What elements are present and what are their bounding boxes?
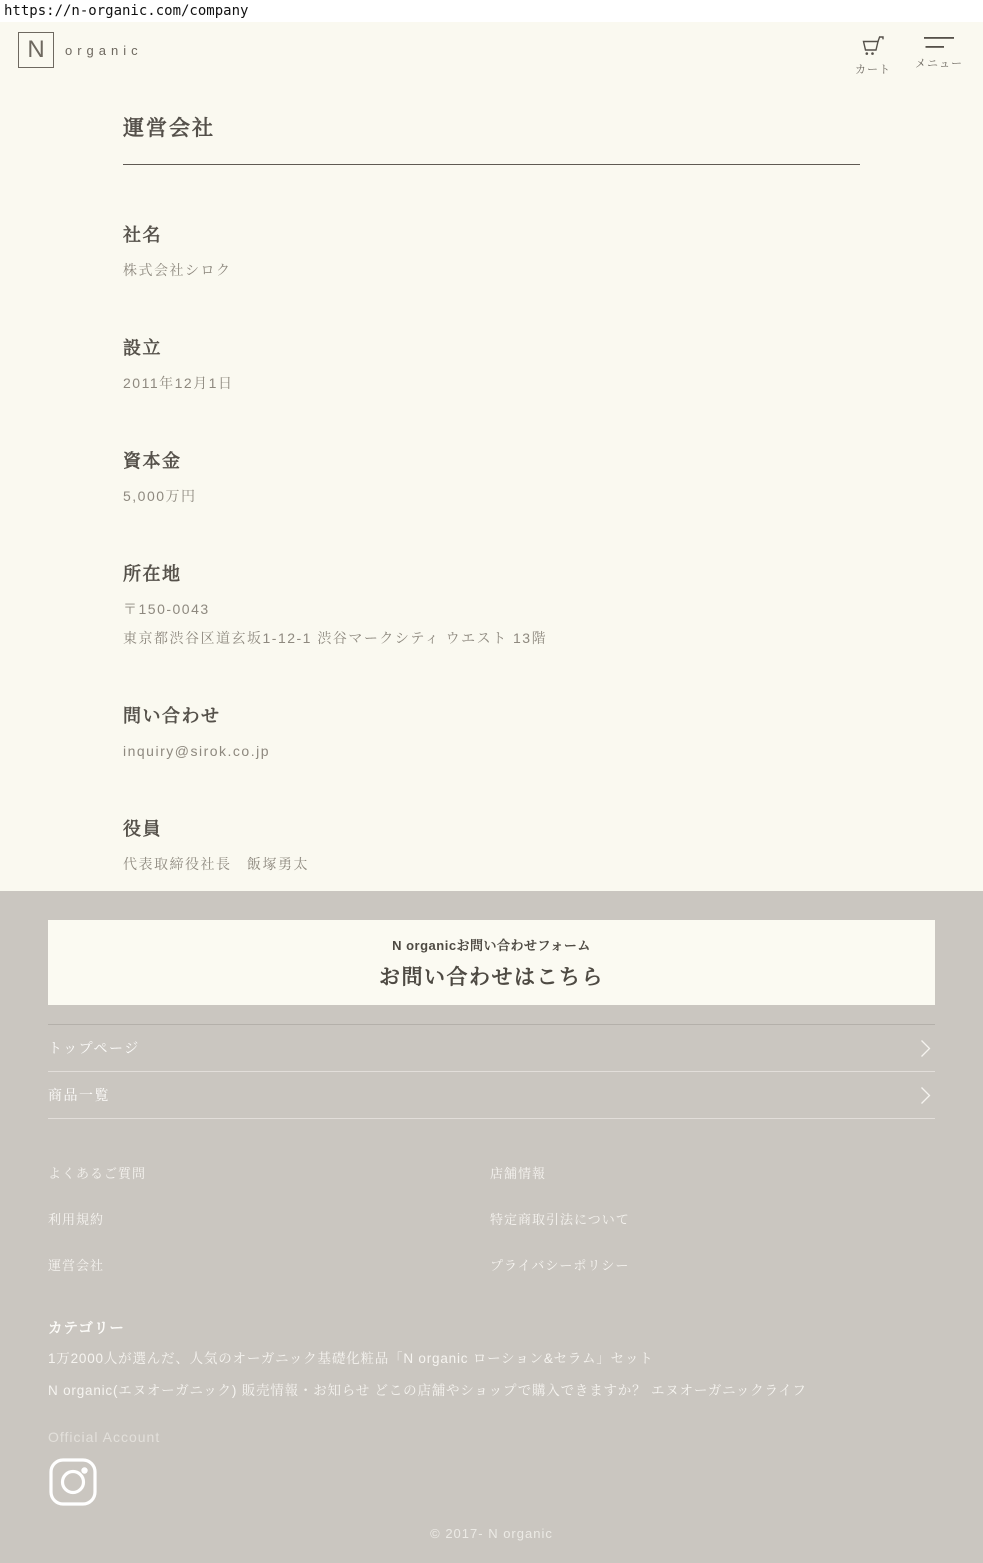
section-value: 東京都渋谷区道玄坂1-12-1 渋谷マークシティ ウエスト 13階	[123, 630, 548, 646]
section-value: inquiry@sirok.co.jp	[123, 743, 270, 759]
official-account-label: Official Account	[48, 1429, 161, 1445]
footer-link-columns	[48, 1163, 935, 1301]
chevron-right-icon	[920, 1039, 931, 1058]
section-value: 〒150-0043	[123, 601, 210, 617]
section-label: 社名	[123, 225, 162, 245]
section-label: 資本金	[123, 451, 182, 471]
url-text: https://n-organic.com/company	[4, 3, 249, 19]
chevron-right-icon	[920, 1086, 931, 1105]
section-label: 設立	[123, 338, 162, 358]
page-title: 運営会社	[123, 117, 215, 140]
instagram-link[interactable]	[48, 1457, 98, 1512]
cart-label: カート	[855, 64, 891, 76]
header-actions	[855, 35, 963, 77]
footer-link-column-left	[48, 1163, 490, 1301]
menu-label: メニュー	[915, 58, 963, 70]
section-founded	[123, 334, 860, 391]
contact-form-button[interactable]	[48, 920, 935, 1005]
cart-icon	[860, 35, 886, 56]
copyright-text: © 2017- N organic	[430, 1526, 553, 1541]
logo-wordmark: organic	[65, 42, 143, 58]
main-content	[0, 84, 983, 891]
section-capital	[123, 447, 860, 504]
contact-card-subtitle: N organicお問い合わせフォーム	[392, 937, 591, 953]
site-header	[0, 22, 983, 84]
footer-nav	[48, 1024, 935, 1119]
logo-n-mark: N	[18, 32, 54, 68]
cart-button[interactable]	[855, 35, 891, 77]
section-executives	[123, 815, 860, 872]
section-value: 代表取締役社長 飯塚勇太	[123, 856, 309, 872]
nav-label: 商品一覧	[48, 1087, 110, 1103]
nav-link-top-page[interactable]	[48, 1025, 935, 1072]
category-links-line1[interactable]: 1万2000人が選んだ、人気のオーガニック基礎化粧品「N organic ローション&セラム」セット	[48, 1351, 654, 1366]
section-company-name	[123, 221, 860, 278]
site-footer	[0, 891, 983, 1563]
footer-category-block	[48, 1317, 935, 1399]
section-contact	[123, 702, 860, 759]
section-label: 所在地	[123, 564, 182, 584]
nav-link-product-list[interactable]	[48, 1072, 935, 1119]
category-links-line2[interactable]: N organic(エヌオーガニック) 販売情報・お知らせ どこの店舗やショップで購入できますか？ エヌオーガニックライフ	[48, 1383, 807, 1398]
title-divider	[123, 164, 860, 165]
official-account-block	[48, 1429, 935, 1512]
section-value: 株式会社シロク	[123, 262, 232, 278]
footer-link-store-info[interactable]: 店舗情報	[490, 1166, 547, 1181]
nav-label: トップページ	[48, 1040, 140, 1056]
footer-link-privacy-policy[interactable]: プライバシーポリシー	[490, 1258, 630, 1273]
company-page	[0, 22, 983, 1563]
site-logo[interactable]	[18, 32, 143, 68]
contact-card-title: お問い合わせはこちら	[379, 965, 604, 989]
footer-link-commerce-law[interactable]: 特定商取引法について	[490, 1212, 630, 1227]
footer-link-faq[interactable]: よくあるご質問	[48, 1166, 147, 1181]
section-label: 問い合わせ	[123, 706, 221, 726]
section-value: 5,000万円	[123, 488, 197, 504]
footer-link-company[interactable]: 運営会社	[48, 1258, 105, 1273]
section-address	[123, 560, 860, 646]
footer-link-terms[interactable]: 利用規約	[48, 1212, 105, 1227]
instagram-icon	[48, 1457, 98, 1507]
category-heading: カテゴリー	[48, 1321, 125, 1337]
footer-link-column-right	[490, 1163, 932, 1301]
section-value: 2011年12月1日	[123, 375, 234, 391]
menu-icon	[924, 35, 954, 50]
section-label: 役員	[123, 819, 162, 839]
browser-url-bar[interactable]	[0, 0, 983, 22]
menu-button[interactable]	[915, 35, 963, 77]
